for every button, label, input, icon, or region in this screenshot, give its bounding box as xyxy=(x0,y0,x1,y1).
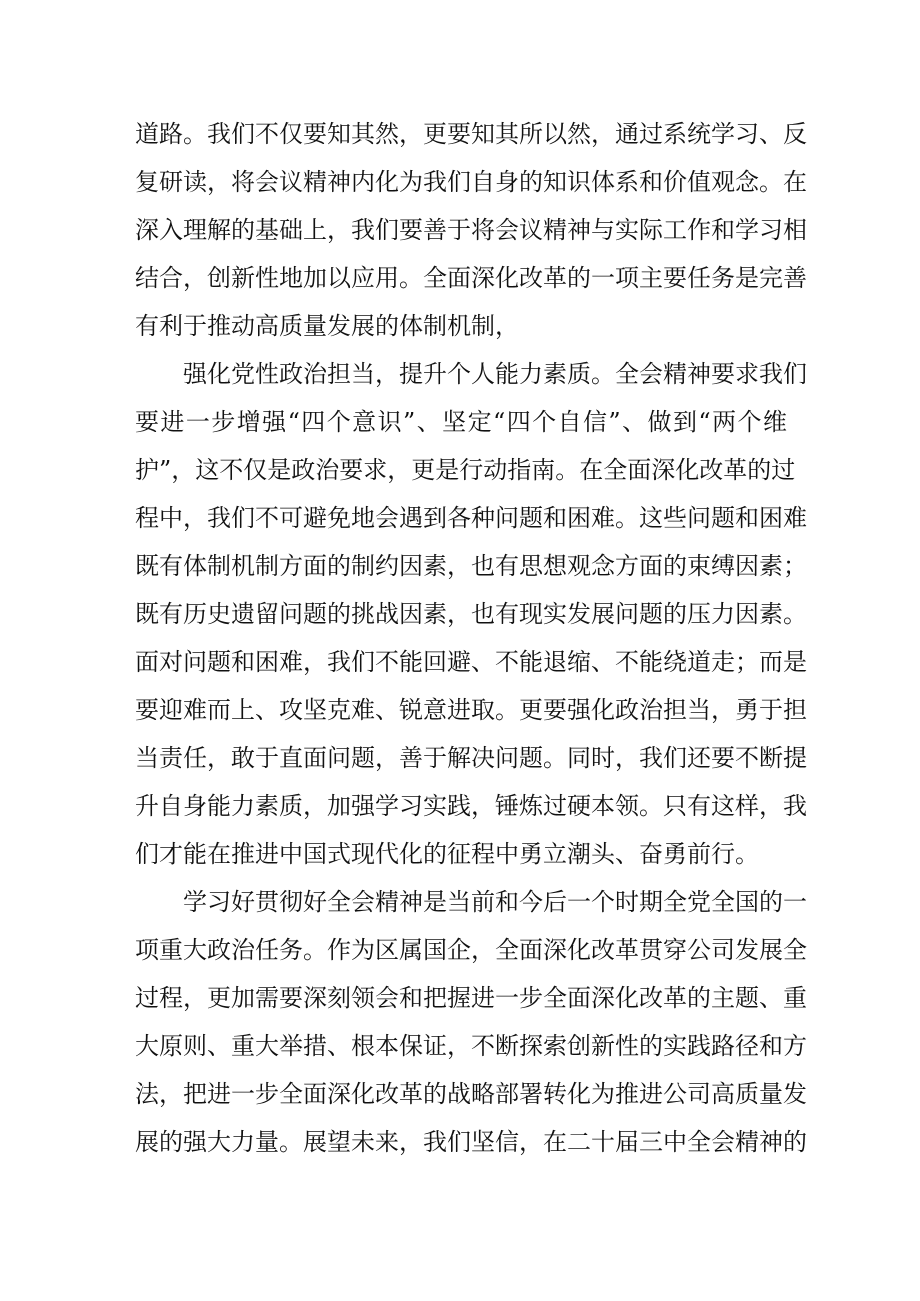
text-line: 们才能在推进中国式现代化的征程中勇立潮头、奋勇前行。 xyxy=(135,840,759,868)
text-line: 要进一步增强“四个意识”、坚定“四个自信”、做到“两个维 xyxy=(135,408,787,436)
text-line: 当责任，敢于直面问题，善于解决问题。同时，我们还要不断提 xyxy=(135,744,807,772)
text-line: 深入理解的基础上，我们要善于将会议精神与实际工作和学习相 xyxy=(135,216,807,244)
text-line: 既有体制机制方面的制约因素，也有思想观念方面的束缚因素； xyxy=(135,552,807,580)
text-line: 既有历史遗留问题的挑战因素，也有现实发展问题的压力因素。 xyxy=(135,600,807,628)
text-line: 学习好贯彻好全会精神是当前和今后一个时期全党全国的一 xyxy=(183,888,807,916)
document-body xyxy=(135,110,807,1166)
text-line: 道路。我们不仅要知其然，更要知其所以然，通过系统学习、反 xyxy=(135,120,807,148)
text-line: 有利于推动高质量发展的体制机制， xyxy=(135,312,519,340)
text-line: 大原则、重大举措、根本保证，不断探索创新性的实践路径和方 xyxy=(135,1032,807,1060)
text-line: 结合，创新性地加以应用。全面深化改革的一项主要任务是完善 xyxy=(135,264,807,292)
text-line: 法，把进一步全面深化改革的战略部署转化为推进公司高质量发 xyxy=(135,1080,807,1108)
text-line: 展的强大力量。展望未来，我们坚信，在二十届三中全会精神的 xyxy=(135,1128,807,1156)
text-line: 项重大政治任务。作为区属国企，全面深化改革贯穿公司发展全 xyxy=(135,936,807,964)
text-line: 强化党性政治担当，提升个人能力素质。全会精神要求我们 xyxy=(183,360,807,388)
text-line: 程中，我们不可避免地会遇到各种问题和困难。这些问题和困难 xyxy=(135,504,807,532)
text-line: 要迎难而上、攻坚克难、锐意进取。更要强化政治担当，勇于担 xyxy=(135,696,807,724)
text-line: 过程，更加需要深刻领会和把握进一步全面深化改革的主题、重 xyxy=(135,984,807,1012)
text-line: 护”，这不仅是政治要求，更是行动指南。在全面深化改革的过 xyxy=(135,456,796,484)
text-line: 复研读，将会议精神内化为我们自身的知识体系和价值观念。在 xyxy=(135,168,807,196)
text-line: 面对问题和困难，我们不能回避、不能退缩、不能绕道走；而是 xyxy=(135,648,807,676)
text-line: 升自身能力素质，加强学习实践，锤炼过硬本领。只有这样，我 xyxy=(135,792,807,820)
